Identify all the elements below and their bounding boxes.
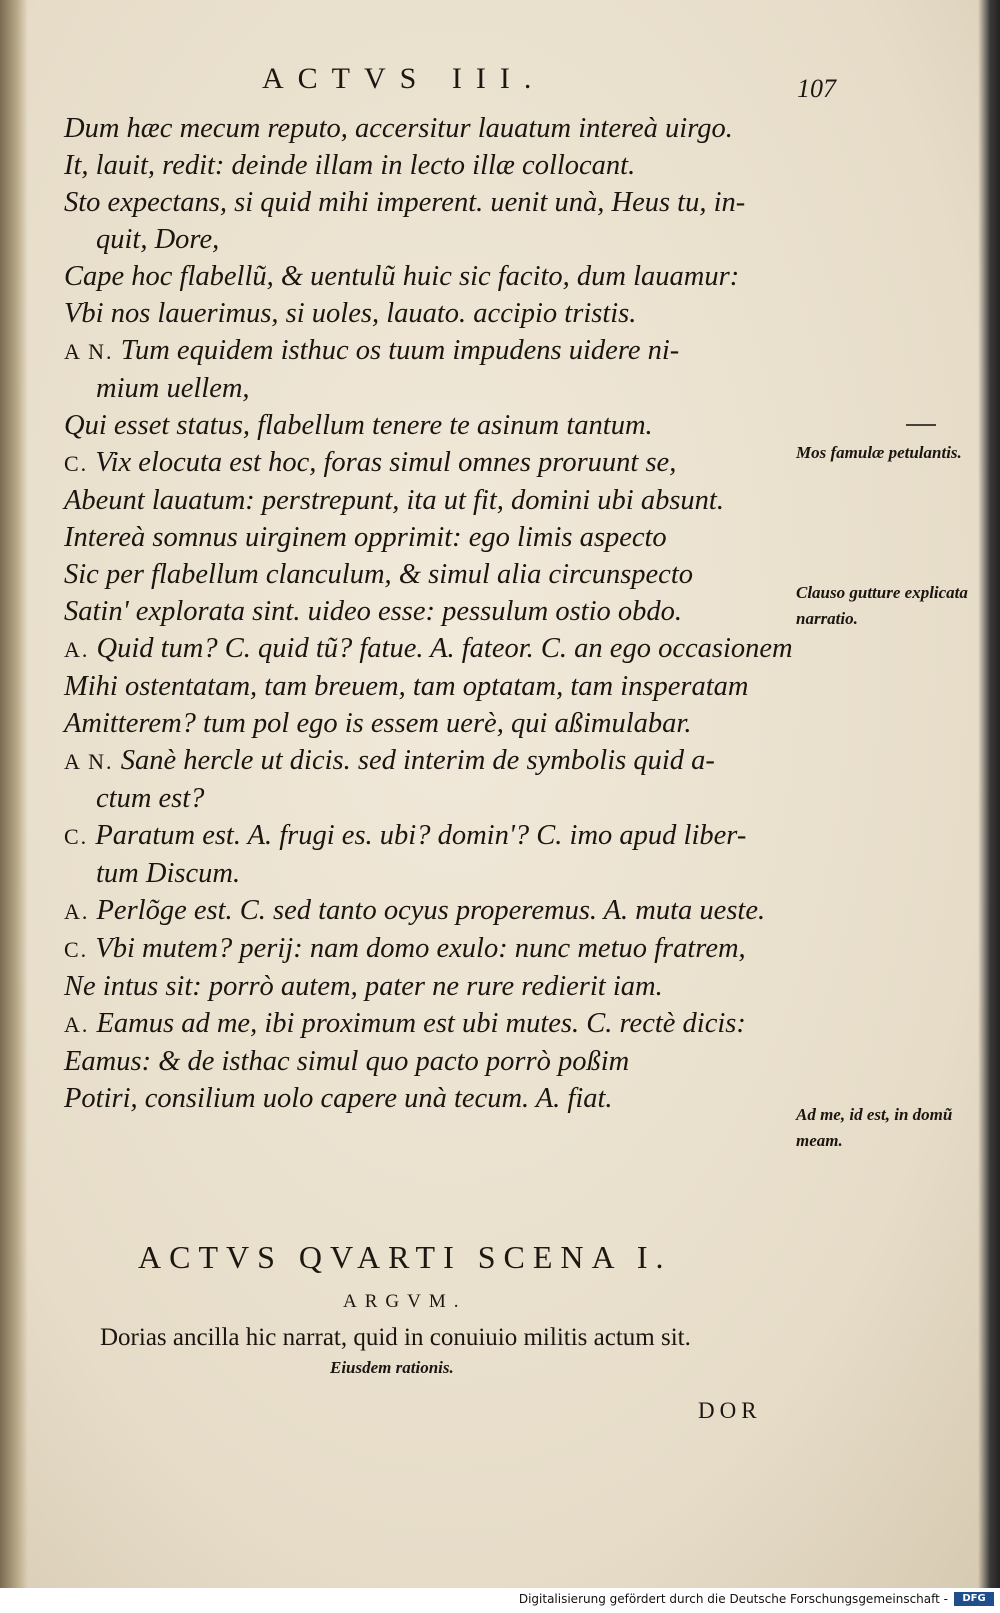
line-text: Vix elocuta est hoc, foras simul omnes proruunt se, <box>95 447 677 478</box>
text-line <box>64 221 804 258</box>
text-line <box>64 968 804 1005</box>
argument-text: Dorias ancilla hic narrat, quid in conuiuio militis actum sit. <box>100 1324 691 1351</box>
line-text: Qui esset status, flabellum tenere te asinum tantum. <box>64 410 653 441</box>
line-text: Perlõge est. C. sed tanto ocyus properemus. A. muta ueste. <box>96 895 766 926</box>
text-line <box>64 556 804 593</box>
line-text: Sto expectans, si quid mihi imperent. uenit unà, Heus tu, in- <box>64 187 746 218</box>
text-line <box>64 855 804 892</box>
speaker-label: A N. <box>64 339 114 364</box>
line-text: Abeunt lauatum: perstrepunt, ita ut fit, domini ubi absunt. <box>64 485 724 516</box>
text-line <box>64 742 804 780</box>
line-text: Eamus ad me, ibi proximum est ubi mutes. C. rectè dicis: <box>96 1008 746 1039</box>
text-line <box>64 184 804 221</box>
argument-label: ARGVM. <box>343 1291 467 1312</box>
line-text: Tum equidem isthuc os tuum impudens uidere ni- <box>120 335 680 366</box>
catchword: DOR <box>698 1398 762 1423</box>
line-text: tum Discum. <box>96 858 241 889</box>
marginal-note-2: Clauso gutture explicata narratio. <box>796 583 968 628</box>
text-line <box>64 1005 804 1043</box>
text-line <box>64 668 804 705</box>
line-text: Eamus: & de isthac simul quo pacto porrò poßim <box>64 1046 630 1077</box>
text-line <box>64 705 804 742</box>
text-line <box>64 110 804 147</box>
line-text: quit, Dore, <box>96 224 220 255</box>
digitization-credit: Digitalisierung gefördert durch die Deutsche Forschungsgemeinschaft - <box>518 1592 948 1606</box>
text-line <box>64 444 804 482</box>
text-line <box>64 630 804 668</box>
line-text: Satin' explorata sint. uideo esse: pessulum ostio obdo. <box>64 596 683 627</box>
marginal-note-3: Ad me, id est, in domũ meam. <box>796 1105 953 1150</box>
text-line <box>64 482 804 519</box>
page-edge-shadow <box>978 0 1000 1588</box>
text-line <box>64 258 804 295</box>
text-line <box>64 1043 804 1080</box>
scene-heading: ACTVS QVARTI SCENA I. <box>138 1239 672 1275</box>
text-line <box>64 332 804 370</box>
line-text: Ne intus sit: porrò autem, pater ne rure redierit iam. <box>64 971 663 1002</box>
line-text: Quid tum? C. quid tũ? fatue. A. fateor. C. an ego occasionem <box>96 633 793 664</box>
line-text: Potiri, consilium uolo capere unà tecum. A. fiat. <box>64 1083 613 1114</box>
line-text: Intereà somnus uirginem opprimit: ego limis aspecto <box>64 522 667 553</box>
text-line <box>64 817 804 855</box>
text-line <box>64 370 804 407</box>
line-text: mium uellem, <box>96 373 250 404</box>
line-text: Mihi ostentatam, tam breuem, tam optatam, tam insperatam <box>64 671 749 702</box>
main-text-block <box>64 110 804 1117</box>
line-text: Vbi nos lauerimus, si uoles, lauato. accipio tristis. <box>64 298 637 329</box>
text-line <box>64 407 804 444</box>
text-line <box>64 780 804 817</box>
text-line <box>64 930 804 968</box>
line-text: It, lauit, redit: deinde illam in lecto illæ collocant. <box>64 150 636 181</box>
line-text: Sic per flabellum clanculum, & simul alia circunspecto <box>64 559 694 590</box>
text-line <box>64 147 804 184</box>
line-text: Cape hoc flabellũ, & uentulũ huic sic facito, dum lauamur: <box>64 261 740 292</box>
argument-subtitle: Eiusdem rationis. <box>330 1358 454 1377</box>
text-line <box>64 1080 804 1117</box>
running-head: ACTVS III. <box>262 62 546 95</box>
line-text: ctum est? <box>96 783 205 814</box>
text-line <box>64 295 804 332</box>
speaker-label: A. <box>64 1012 90 1037</box>
line-text: Paratum est. A. frugi es. ubi? domin'? C. imo apud liber- <box>95 820 747 851</box>
speaker-label: A. <box>64 899 90 924</box>
speaker-label: A. <box>64 637 90 662</box>
dfg-logo: DFG <box>954 1592 994 1606</box>
line-text: Sanè hercle ut dicis. sed interim de symbolis quid a- <box>120 745 715 776</box>
line-text: Dum hæc mecum reputo, accersitur lauatum intereà uirgo. <box>64 113 733 144</box>
text-line <box>64 593 804 630</box>
speaker-label: C. <box>64 937 89 962</box>
page-gutter-shadow <box>0 0 28 1588</box>
page-number: 107 <box>797 74 836 103</box>
speaker-label: C. <box>64 824 89 849</box>
speaker-label: C. <box>64 451 89 476</box>
text-line <box>64 892 804 930</box>
speaker-label: A N. <box>64 749 114 774</box>
text-line <box>64 519 804 556</box>
line-text: Amitterem? tum pol ego is essem uerè, qui aßimulabar. <box>64 708 692 739</box>
margin-mark <box>906 424 936 426</box>
marginal-note-1: Mos famulæ petulantis. <box>796 443 962 462</box>
line-text: Vbi mutem? perij: nam domo exulo: nunc metuo fratrem, <box>95 933 746 964</box>
